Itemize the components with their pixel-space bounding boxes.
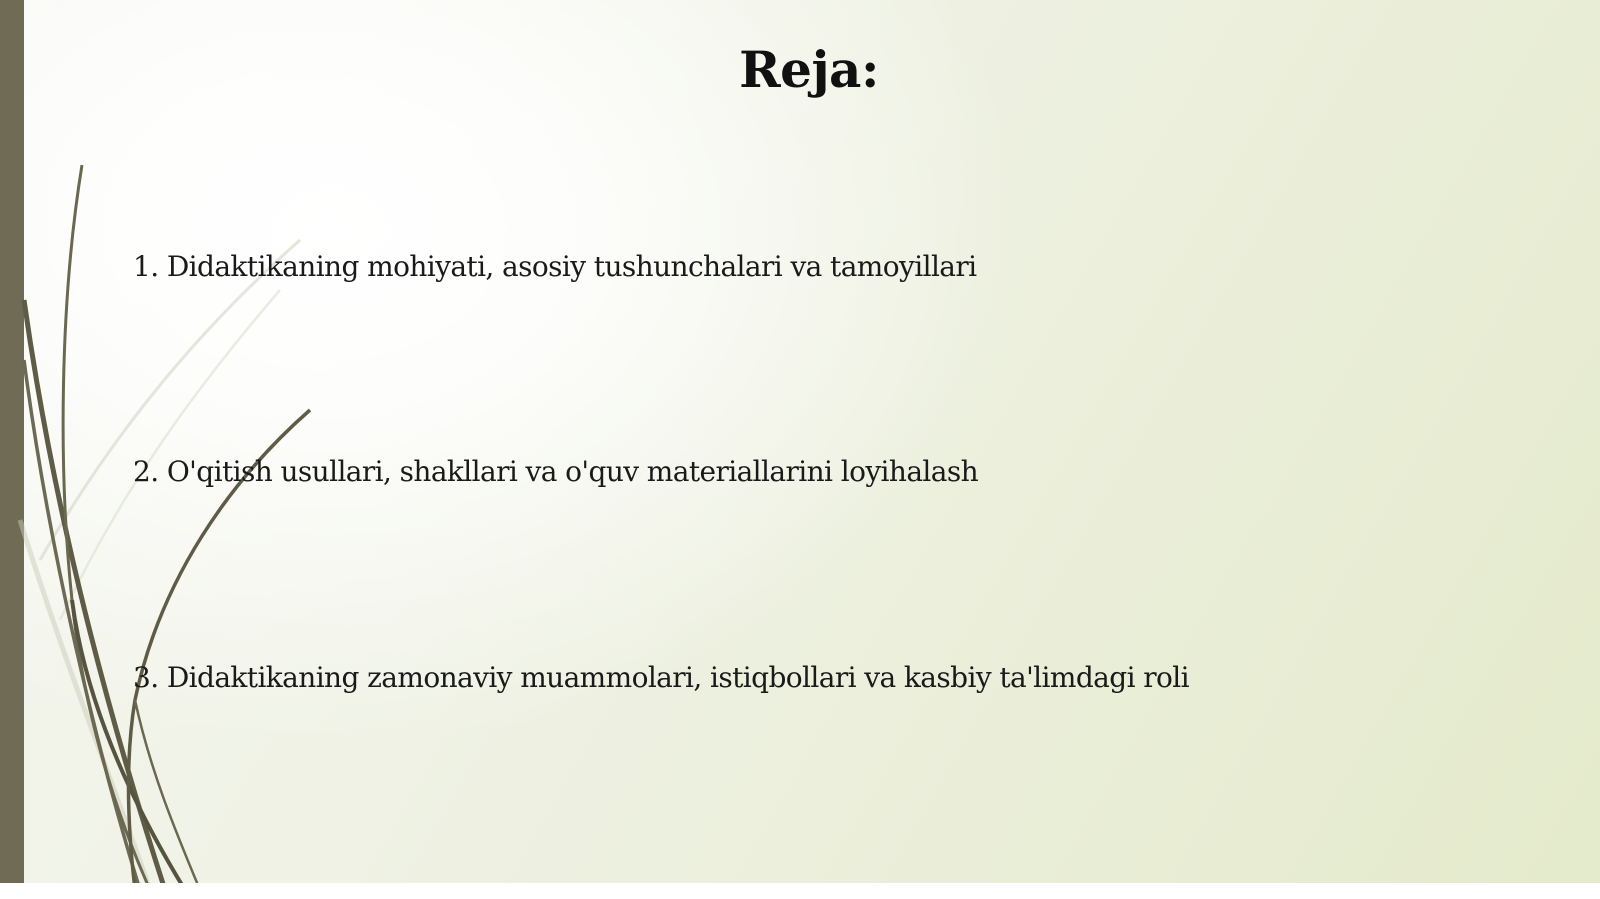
grass-decoration-icon <box>0 0 360 899</box>
plan-item-2: 2. O'qitish usullari, shakllari va o'quv materiallarini loyihalash <box>133 455 979 488</box>
plan-item-1: 1. Didaktikaning mohiyati, asosiy tushunchalari va tamoyillari <box>133 250 977 283</box>
slide-title: Reja: <box>739 40 879 99</box>
plan-item-3: 3. Didaktikaning zamonaviy muammolari, istiqbollari va kasbiy ta'limdagi roli <box>133 661 1189 694</box>
bottom-strip <box>0 883 1600 899</box>
